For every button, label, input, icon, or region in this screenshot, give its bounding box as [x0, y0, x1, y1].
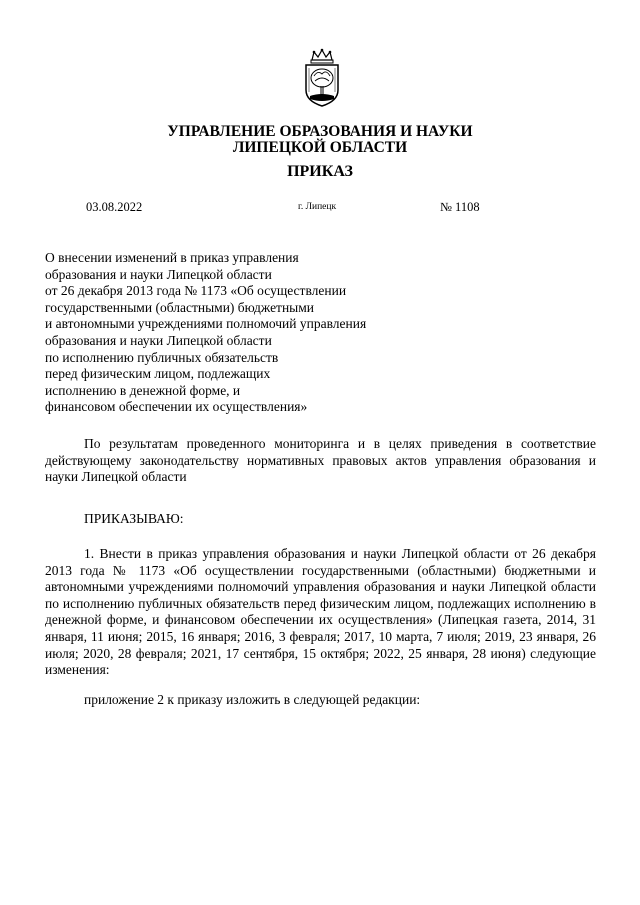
title-line: образования и науки Липецкой области — [45, 266, 272, 282]
doc-city: г. Липецк — [298, 202, 337, 212]
title-line: по исполнению публичных обязательств — [45, 349, 279, 365]
title-line: исполнению в денежной форме, и — [45, 382, 241, 398]
title-line: перед физическим лицом, подлежащих — [45, 366, 271, 382]
org-name-line2: ЛИПЕЦКОЙ ОБЛАСТИ — [232, 139, 408, 156]
preamble-paragraph: По результатам проведенного мониторинга и в целях приведения в соответствие действующему законодательству нормативных правовых актов управления образования и науки Липецкой области — [45, 436, 596, 485]
title-line: государственными (областными) бюджетными — [45, 299, 315, 315]
doc-title — [45, 250, 465, 416]
title-line: и автономными учреждениями полномочий управления — [45, 316, 367, 332]
title-line: образования и науки Липецкой области — [45, 332, 272, 348]
item-1-sub-paragraph: приложение 2 к приказу изложить в следующей редакции: — [84, 692, 421, 707]
order-word: ПРИКАЗЫВАЮ: — [84, 511, 184, 526]
title-line: от 26 декабря 2013 года № 1173 «Об осуществлении — [45, 283, 347, 299]
doc-number: № 1108 — [440, 200, 480, 214]
title-line: О внесении изменений в приказ управления — [45, 250, 299, 265]
doc-date: 03.08.2022 — [86, 200, 143, 214]
org-name-line1: УПРАВЛЕНИЕ ОБРАЗОВАНИЯ И НАУКИ — [167, 123, 473, 140]
doc-type: ПРИКАЗ — [287, 163, 353, 180]
item-1-paragraph: 1. Внести в приказ управления образования и науки Липецкой области от 26 декабря 2013 года № 1173 «Об осуществлении государственными (областными) бюджетными и автономными учреждениями полномочий управления образования и науки Липецкой области по исполнению публичных обязательств перед физическим лицом, подлежащих исполнению в денежной форме, и финансовом обеспечении их осуществления» (Липецкая газета, 2014, 31 января, 11 июня; 2015, 16 января; 2016, 3 февраля; 2017, 10 марта, 7 июля; 2019, 23 января, 26 июля; 2020, 28 февраля; 2021, 17 сентября, 15 октября; 2022, 25 января, 28 июня) следующие изменения: — [45, 546, 596, 678]
title-line: финансовом обеспечении их осуществления» — [45, 399, 308, 415]
coat-of-arms-icon — [300, 48, 344, 108]
